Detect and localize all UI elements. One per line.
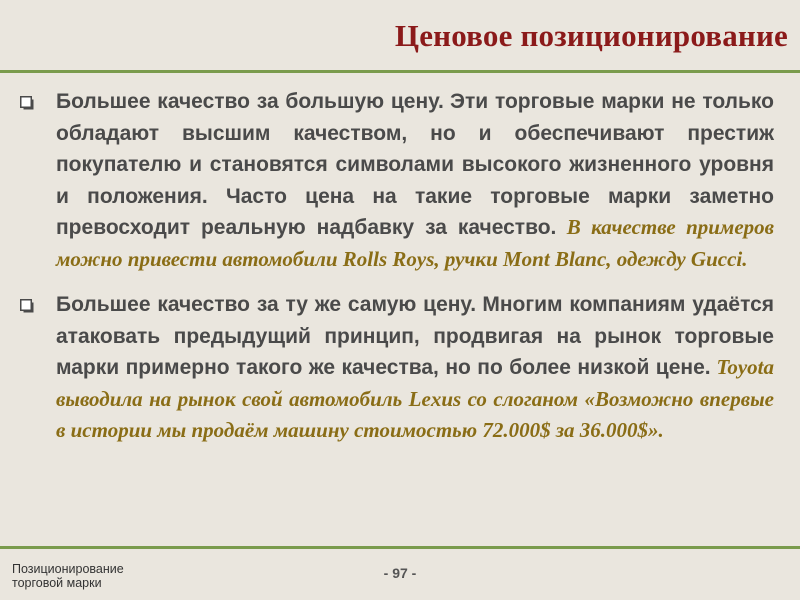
checkbox-bullet-icon bbox=[20, 96, 35, 111]
content-list bbox=[14, 86, 774, 461]
footer-line-2: торговой марки bbox=[12, 576, 102, 590]
page-number: - 97 - bbox=[383, 565, 417, 581]
slide-title: Ценовое позиционирование bbox=[394, 18, 788, 53]
list-item bbox=[14, 289, 774, 447]
item-paragraph bbox=[56, 289, 774, 447]
footer-divider bbox=[0, 546, 800, 549]
item-paragraph bbox=[56, 86, 774, 275]
checkbox-bullet-icon bbox=[20, 299, 35, 314]
item-lead: Большее качество за ту же самую цену. bbox=[56, 293, 477, 316]
item-example: Toyota выводила на рынок свой автомобиль Lexus со слоганом «Возможно впервые в истории мы продаём машину стоимостью 72.000$ за 36.000$». bbox=[56, 355, 775, 442]
title-divider bbox=[0, 70, 800, 73]
list-item bbox=[14, 86, 774, 275]
item-example: В качестве примеров можно привести автомобили Rolls Roys, ручки Mont Blanc, одежду Gucci. bbox=[56, 215, 775, 271]
item-text: Многим компаниям удаётся атаковать предыдущий принцип, продвигая на рынок торговые марки примерно такого же качества, но по более низкой цене. bbox=[56, 293, 775, 379]
footer-line-1: Позиционирование bbox=[12, 562, 124, 576]
item-text: Эти торговые марки не только обладают высшим качеством, но и обеспечивают престиж покупателю и становятся символами высокого жизненного уровня и положения. Часто цена на такие торговые марки заметно превосходит реальную надбавку за качество. bbox=[56, 90, 774, 239]
item-lead: Большее качество за большую цену. bbox=[56, 90, 444, 113]
